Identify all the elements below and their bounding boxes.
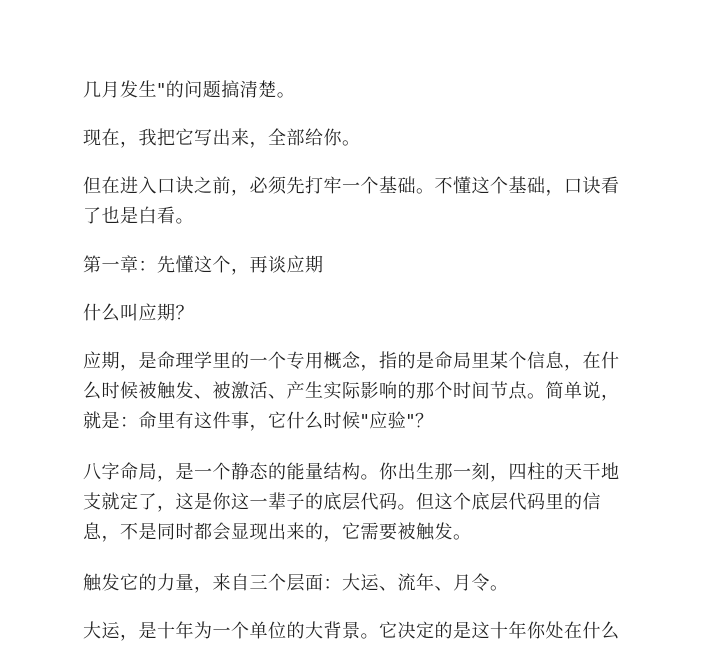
paragraph-trigger-forces: 触发它的力量，来自三个层面：大运、流年、月令。: [83, 573, 509, 594]
paragraph-write-it-out: 现在，我把它写出来，全部给你。: [83, 128, 361, 149]
paragraph-bazi-structure: 八字命局，是一个静态的能量结构。你出生那一刻，四柱的天干地 支就定了，这是你这一辈子的底层代码。但这个底层代码里的信 息，不是同时都会显现出来的，它需要被触发。: [83, 462, 620, 543]
paragraph-dayun-partial: 大运，是十年为一个单位的大背景。它决定的是这十年你处在什么: [83, 621, 620, 642]
paragraph-question: 什么叫应期？: [83, 303, 194, 324]
paragraph-definition: 应期，是命理学里的一个专用概念，指的是命局里某个信息，在什 么时候被触发、被激活、产生实际影响的那个时间节点。简单说， 就是：命里有这件事，它什么时候"应验"？: [83, 351, 620, 432]
chapter-heading: 第一章：先懂这个，再谈应期: [83, 255, 324, 276]
paragraph-foundation: 但在进入口诀之前，必须先打牢一个基础。不懂这个基础，口诀看 了也是白看。: [83, 176, 620, 227]
paragraph-intro-fragment: 几月发生"的问题搞清楚。: [83, 80, 296, 101]
